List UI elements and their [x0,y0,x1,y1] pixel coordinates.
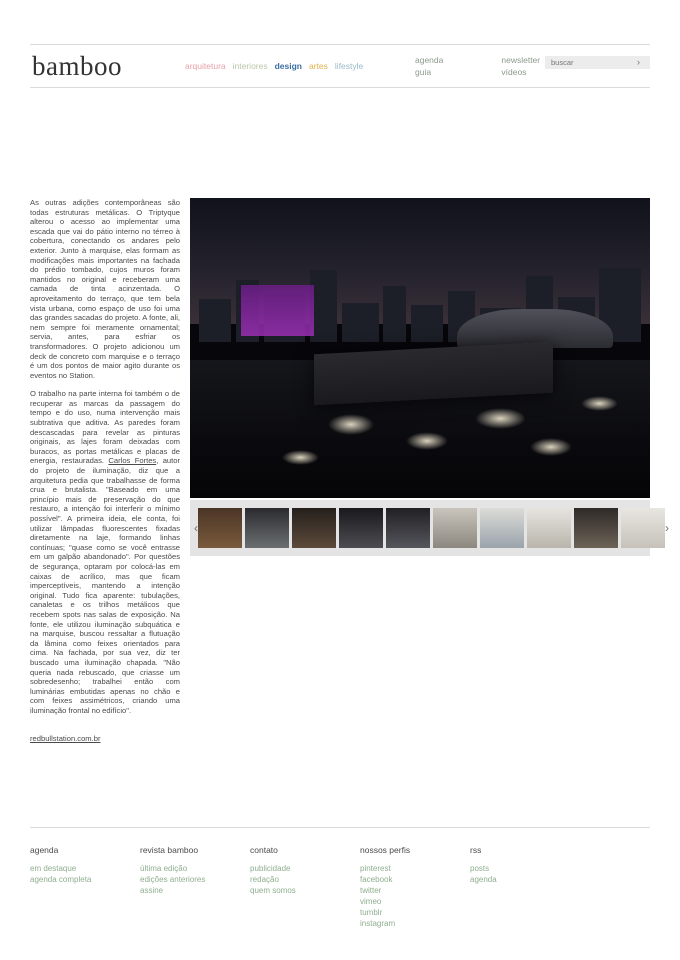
thumbnail-item-6[interactable] [433,508,477,548]
image-gallery [190,198,669,556]
gallery-prev-button[interactable]: ‹ [194,521,198,535]
nav-item-interiores[interactable]: interiores [232,61,268,71]
thumbnail-strip [190,500,669,556]
secondary-nav [415,55,540,77]
thumbnail-item-8[interactable] [527,508,571,548]
footer-column-perfis [360,845,470,929]
article-paragraph-1: As outras adições contemporâneas são todas estruturas metálicas. O Triptyque alterou o acesso ao implementar uma escada que vai do pátio interno no térreo à cobertura, conectando os andares pelo exterior. Junto à marquise, elas formam as modificações mais importantes na fachada do prédio tombado, cujos muros foram mantidos no original e receberam uma camada de tinta acinzentada. O aproveitamento do terraço, que tem bela vista urbana, como espaço de uso foi uma das grandes sacadas do projeto. A fonte, ali, nem sempre foi meramente ornamental; servia, antes, para esfriar os transformadores. O projeto adicionou um deck de concreto com marquise e o terraço é um dos pontos de maior agito durante os eventos no Station. [30,198,180,380]
footer-link-vimeo[interactable]: vimeo [360,897,382,906]
thumbnail-item-4[interactable] [339,508,383,548]
footer-link-em-destaque[interactable]: em destaque [30,864,77,873]
gallery-next-button[interactable]: › [665,521,669,535]
article-body [30,198,180,744]
nav-item-newsletter[interactable]: newsletter [501,55,541,65]
footer-link-instagram[interactable]: instagram [360,919,396,928]
search-box[interactable] [545,56,650,69]
thumbnail-item-9[interactable] [574,508,618,548]
nav-item-artes[interactable]: artes [309,61,328,71]
footer-link-quem-somos[interactable]: quem somos [250,886,296,895]
site-header [30,44,650,88]
footer-link-redacao[interactable]: redação [250,875,279,884]
footer-column-rss [470,845,580,929]
footer-link-tumblr[interactable]: tumblr [360,908,383,917]
nav-item-lifestyle[interactable]: lifestyle [334,61,364,71]
site-footer [30,827,650,929]
nav-item-videos[interactable]: vídeos [501,67,527,77]
nav-item-design[interactable]: design [274,61,303,71]
primary-nav [185,61,405,71]
thumbnail-item-10[interactable] [621,508,665,548]
footer-link-edicoes-anteriores[interactable]: edições anteriores [140,875,206,884]
secondary-nav-group-1 [415,55,443,77]
footer-link-twitter[interactable]: twitter [360,886,382,895]
source-link[interactable]: redbullstation.com.br [30,734,101,744]
footer-link-ultima-edicao[interactable]: última edição [140,864,188,873]
thumbnail-item-1[interactable] [198,508,242,548]
thumbnail-item-5[interactable] [386,508,430,548]
footer-heading-contato: contato [250,845,278,855]
footer-heading-revista: revista bamboo [140,845,199,855]
thumbnail-item-2[interactable] [245,508,289,548]
footer-column-contato [250,845,360,929]
search-submit-icon[interactable]: › [637,57,640,67]
footer-link-rss-agenda[interactable]: agenda [470,875,497,884]
nav-item-arquitetura[interactable]: arquitetura [185,61,226,71]
thumbnail-item-3[interactable] [292,508,336,548]
secondary-nav-group-2 [501,55,540,77]
article-paragraph-2-post: , autor do projeto de iluminação, diz que a arquitetura pedia que trabalhasse de forma crua e brutalista. "Baseado em uma princípio mais de preservação do que restauro, a intenção foi interferir o mínimo possível". A primeira ideia, ele conta, foi utilizar lâmpadas fluorescentes fixadas diretamente na laje, formando linhas contínuas; "quase como se você entrasse em um galpão abandonado". Por questões de segurança, optaram por colocá-las em caixas de acrílico, mas que ficam imperceptíveis, mantendo a intenção original. Tudo fica aparente: tubulações, canaletas e os trilhos metálicos que recebem spots nas salas de exposição. Na fonte, ele utilizou iluminação subquática e na marquise, buscou ressaltar a flutuação da lâmina como feixes orientados para cima. Na fachada, por sua vez, diz ter buscado uma iluminação chapada. "Não queria nada rebuscado, que criasse um sobredesenho; trabalhei então com luminárias embutidas apenas no chão e com feixes assimétricos, criando uma iluminação frontal no edifício". [30,456,181,715]
footer-column-revista [140,845,250,929]
footer-link-posts[interactable]: posts [470,864,490,873]
search-input[interactable] [549,57,637,68]
footer-link-pinterest[interactable]: pinterest [360,864,391,873]
footer-link-publicidade[interactable]: publicidade [250,864,291,873]
footer-heading-agenda: agenda [30,845,59,855]
footer-heading-perfis: nossos perfis [360,845,411,855]
hero-image[interactable] [190,198,650,498]
nav-item-agenda[interactable]: agenda [415,55,444,65]
article-inline-link-carlos-fortes[interactable]: Carlos Fortes [108,456,157,466]
nav-item-guia[interactable]: guia [415,67,432,77]
footer-link-facebook[interactable]: facebook [360,875,393,884]
article-paragraph-2 [30,389,180,715]
hero-purple-building [241,285,315,336]
article-paragraph-2-pre: O trabalho na parte interna foi também o de recuperar as marcas da passagem do tempo e do uso, numa intervenção mais subtrativa que aditiva. As paredes foram descascadas para revelar as pinturas originais, as lajes foram deixadas com buracos, as portas metálicas e placas de energia, restauradas. [30,389,180,466]
thumbnail-item-7[interactable] [480,508,524,548]
footer-link-assine[interactable]: assine [140,886,164,895]
footer-heading-rss: rss [470,845,482,855]
footer-link-agenda-completa[interactable]: agenda completa [30,875,92,884]
thumbnail-list [198,508,665,548]
site-logo[interactable]: bamboo [32,50,122,81]
footer-column-agenda [30,845,140,929]
